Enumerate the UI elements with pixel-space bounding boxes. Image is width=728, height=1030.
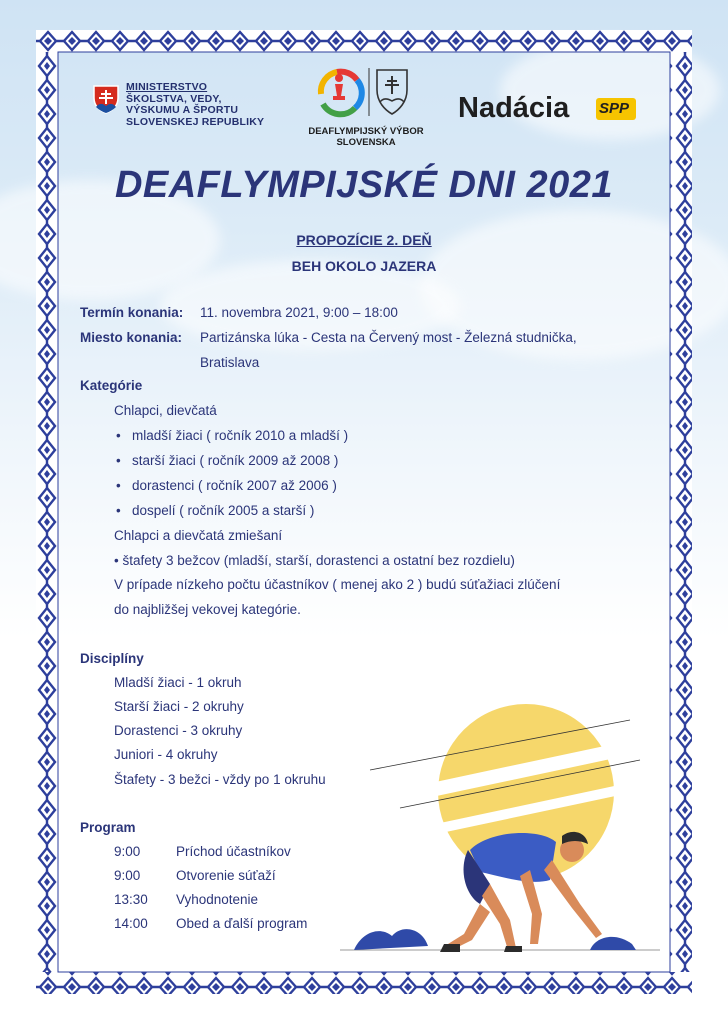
discipline-item: Juniori - 4 okruhy: [114, 747, 218, 762]
ministry-name-line1: MINISTERSTVO: [126, 81, 208, 93]
merge-note-line2: do najbližšej vekovej kategórie.: [114, 602, 301, 617]
discipline-item: Mladší žiaci - 1 okruh: [114, 675, 242, 690]
runner-illustration: [340, 700, 670, 960]
program-heading: Program: [80, 820, 136, 835]
deaflympic-emblem-icon: [311, 64, 421, 122]
program-event: Obed a ďalší program: [176, 916, 308, 931]
program-time: 14:00: [114, 916, 148, 931]
foundation-word: Nadácia: [458, 92, 570, 124]
committee-name-line2: SLOVENSKA: [336, 137, 396, 148]
committee-name-line1: DEAFLYMPIJSKÝ VÝBOR: [308, 126, 424, 137]
nadacia-spp-logo: [456, 92, 641, 128]
date-value: 11. novembra 2021, 9:00 – 18:00: [200, 305, 398, 320]
deaflympic-committee-logo: [300, 64, 432, 154]
ministry-name-line3: VÝSKUMU A ŠPORTU: [126, 104, 239, 116]
subtitle-day: [0, 232, 728, 248]
category-item: • dospelí ( ročník 2005 a starší ): [132, 503, 314, 518]
category-item: • starší žiaci ( ročník 2009 až 2008 ): [132, 453, 338, 468]
ministry-logo: [92, 80, 282, 140]
program-event: Príchod účastníkov: [176, 844, 291, 859]
program-time: 9:00: [114, 844, 141, 859]
discipline-item: Dorastenci - 3 okruhy: [114, 723, 243, 738]
relay-category: • štafety 3 bežcov (mladší, starší, dorastenci a ostatní bez rozdielu): [114, 553, 515, 568]
program-event: Otvorenie súťaží: [176, 868, 276, 883]
category-group-mixed: Chlapci a dievčatá zmiešaní: [114, 528, 283, 543]
program-time: 9:00: [114, 868, 141, 883]
categories-heading: Kategórie: [80, 378, 143, 393]
program-event: Vyhodnotenie: [176, 892, 259, 907]
category-item: • dorastenci ( ročník 2007 až 2006 ): [132, 478, 337, 493]
category-group-boys-girls: Chlapci, dievčatá: [114, 403, 217, 418]
merge-note-line1: V prípade nízkeho počtu účastníkov ( menej ako 2 ) budú súťažiaci zlúčení: [114, 577, 561, 592]
discipline-item: Štafety - 3 bežci - vždy po 1 okruhu: [114, 772, 326, 787]
subtitle-day-text: PROPOZÍCIE 2. DEŇ: [296, 232, 432, 248]
category-item: • mladší žiaci ( ročník 2010 a mladší ): [132, 428, 348, 443]
spp-badge-text: SPP: [599, 100, 630, 117]
ministry-name-line4: SLOVENSKEJ REPUBLIKY: [126, 115, 265, 128]
discipline-item: Starší žiaci - 2 okruhy: [114, 699, 244, 714]
ministry-name-line2: ŠKOLSTVA, VEDY,: [126, 92, 222, 105]
disciplines-heading: Disciplíny: [80, 651, 144, 666]
place-value-line1: Partizánska lúka - Cesta na Červený most - Železná studnička,: [200, 330, 577, 345]
slovak-coat-of-arms-icon: [92, 84, 120, 114]
place-value-line2: Bratislava: [200, 355, 260, 370]
spp-badge: [596, 98, 636, 120]
date-label: Termín konania:: [80, 305, 184, 320]
subtitle-event: BEH OKOLO JAZERA: [291, 258, 437, 274]
program-time: 13:30: [114, 892, 148, 907]
place-label: Miesto konania:: [80, 330, 183, 345]
page-title: DEAFLYMPIJSKÉ DNI 2021: [114, 164, 614, 206]
